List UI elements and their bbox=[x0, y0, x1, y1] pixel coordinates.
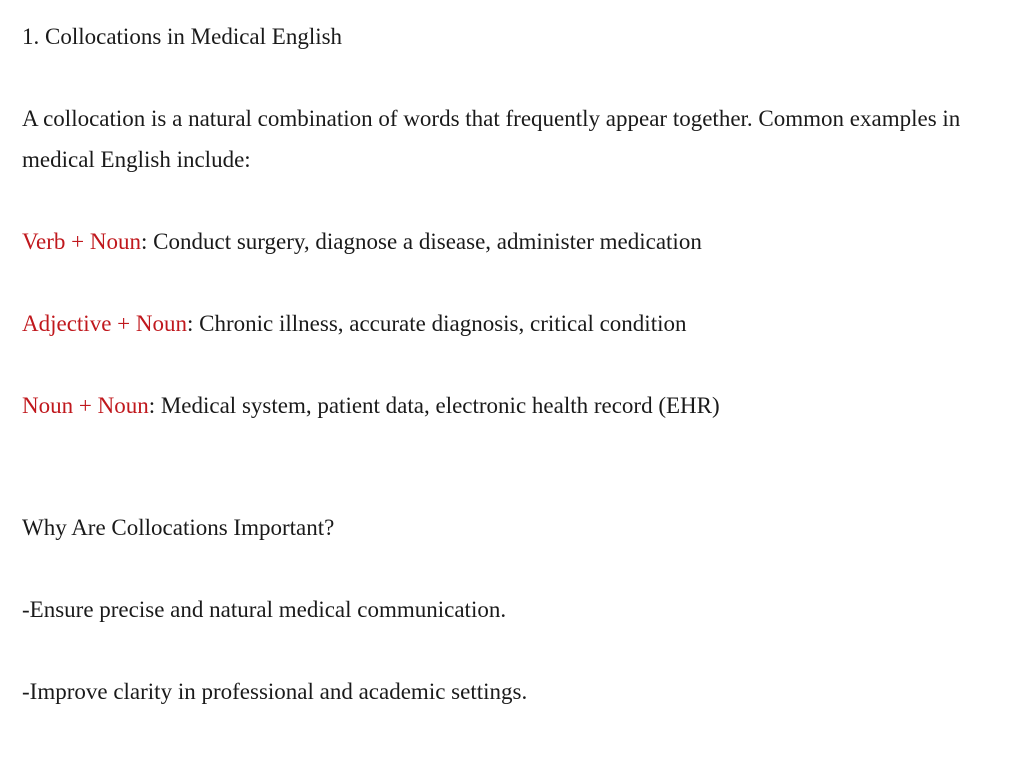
intro-paragraph bbox=[22, 98, 997, 180]
collocation-separator: : bbox=[148, 393, 156, 418]
intro-text: A collocation is a natural combination of words that frequently appear together. Common examples in medical English include: bbox=[22, 106, 961, 172]
collocation-item-verb-noun bbox=[22, 221, 702, 262]
collocation-examples: Conduct surgery, diagnose a disease, administer medication bbox=[147, 229, 702, 254]
collocation-item-noun-noun bbox=[22, 385, 720, 426]
collocation-examples: Medical system, patient data, electronic health record (EHR) bbox=[155, 393, 720, 418]
section-heading-text: 1. Collocations in Medical English bbox=[22, 24, 343, 49]
why-heading-text: Why Are Collocations Important? bbox=[22, 515, 335, 540]
collocation-separator: : bbox=[187, 311, 194, 336]
section-heading bbox=[22, 16, 342, 57]
point-item bbox=[22, 589, 506, 630]
collocation-examples: Chronic illness, accurate diagnosis, critical condition bbox=[193, 311, 687, 336]
point-item bbox=[22, 671, 527, 712]
collocation-type-label: Noun + Noun bbox=[22, 393, 149, 418]
point-text: -Ensure precise and natural medical communication. bbox=[22, 597, 507, 622]
collocation-type-label: Adjective + Noun bbox=[22, 311, 187, 336]
point-text: -Improve clarity in professional and academic settings. bbox=[22, 679, 528, 704]
collocation-item-adjective-noun bbox=[22, 303, 686, 344]
collocation-type-label: Verb + Noun bbox=[22, 229, 142, 254]
collocation-separator: : bbox=[141, 229, 148, 254]
why-heading bbox=[22, 507, 334, 548]
